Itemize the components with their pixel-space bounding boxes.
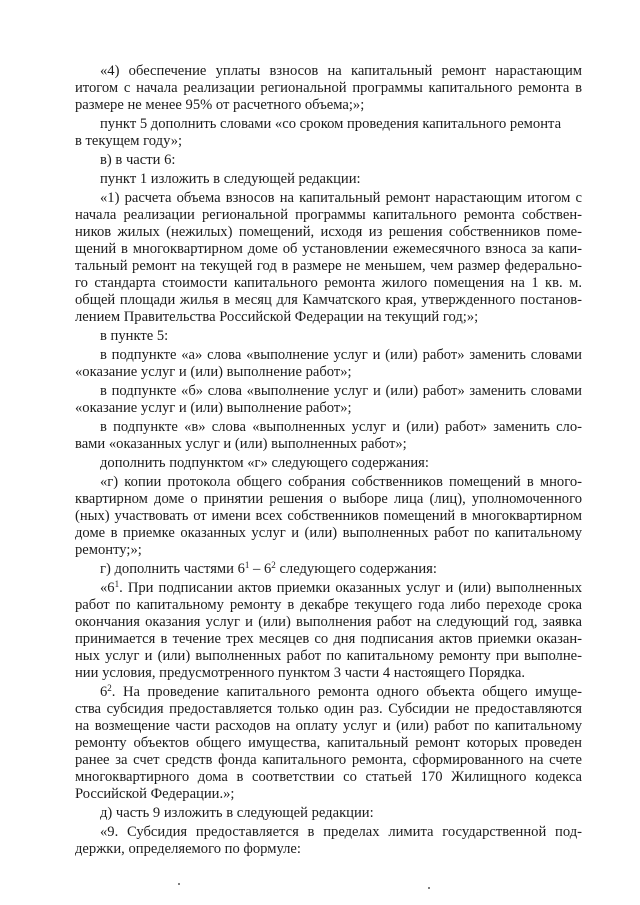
text-line: в подпункте «а» слова «выполнение услуг и (или) работ» заменить словами [100, 347, 582, 363]
text-line: го стандарта стоимости капитального ремонта жилого помещения на 1 кв. м. [75, 275, 582, 291]
superscript: 1 [244, 560, 250, 570]
text-line: держки, определяемого по формуле: [75, 841, 301, 857]
text-run: – 6 [249, 561, 272, 577]
text-line: доме в приемке оказанных услуг и (или) выполненных работ по капитальному [75, 525, 582, 541]
text-run: г) дополнить частями 6 [100, 561, 245, 577]
text-line: принимается в течение трех месяцев со дня подписания актов приемки оказан- [75, 631, 582, 647]
text-line: ных услуг и (или) выполненных работ по капитальному ремонту при выполне- [75, 648, 582, 664]
text-line: «оказание услуг и (или) выполнение работ»; [75, 364, 352, 380]
text-line: ников жилых (нежилых) помещений, исходя из решения собственников поме- [75, 224, 582, 240]
text-line: ремонту объектов общего имущества, капитальный ремонт которых проведен [75, 735, 582, 751]
text-line: ранее за счет средств фонда капитального ремонта, сформированного на счете [75, 752, 582, 768]
text-line: в текущем году»; [75, 133, 183, 149]
text-line: «1) расчета объема взносов на капитальный ремонт нарастающим итогом с [100, 190, 582, 206]
text-run: . На проведение капитального ремонта одного объекта общего имуще- [111, 684, 582, 700]
text-line: «9. Субсидия предоставляется в пределах лимита государственной под- [100, 824, 582, 840]
text-line: Российской Федерации.»; [75, 786, 235, 802]
text-line: многоквартирного дома в соответствии со статьей 170 Жилищного кодекса [75, 769, 582, 785]
text-line: дополнить подпунктом «г» следующего содержания: [100, 455, 429, 471]
text-run: . При подписании актов приемки оказанных услуг и (или) выполненных [119, 580, 582, 596]
text-line: квартирном доме о принятии решения о выборе лица (лиц), уполномоченного [75, 491, 582, 507]
text-line: вами «оказанных услуг и (или) выполненных работ»; [75, 436, 407, 452]
text-line: в подпункте «б» слова «выполнение услуг и (или) работ» заменить словами [100, 383, 582, 399]
text-line [100, 684, 582, 701]
text-line: «4) обеспечение уплаты взносов на капитальный ремонт нарастающим [100, 63, 582, 79]
text-line: размере не менее 95% от расчетного объема;»; [75, 97, 365, 113]
text-line: щений в многоквартирном доме об установлении ежемесячного взноса за капи- [75, 241, 582, 257]
text-line [100, 561, 437, 578]
text-run: 6 [100, 684, 108, 700]
text-line: «г) копии протокола общего собрания собственников помещений в много- [100, 474, 582, 490]
text-line: нии условия, предусмотренного пунктом 3 части 4 настоящего Порядка. [75, 665, 526, 681]
text-line [100, 580, 582, 597]
text-line: итогом с начала реализации региональной программы капитального ремонта в [75, 80, 582, 96]
text-line: (ных) участвовать от имени всех собственников помещений в многоквартирном [75, 508, 582, 524]
text-line: в подпункте «в» слова «выполненных услуг и (или) работ» заменить сло- [100, 419, 582, 435]
scan-speck [428, 887, 430, 889]
scan-speck [178, 883, 180, 885]
text-line: в пункте 5: [100, 328, 169, 344]
text-line: лением Правительства Российской Федерации на текущий год;»; [75, 309, 479, 325]
text-line: пункт 5 дополнить словами «со сроком проведения капитального ремонта [100, 116, 562, 132]
text-line: общей площади жилья в месяц для Камчатского края, утвержденного постанов- [75, 292, 582, 308]
text-line: работ по капитальному ремонту в декабре текущего года либо переходе срока [75, 597, 582, 613]
text-line: д) часть 9 изложить в следующей редакции: [100, 805, 374, 821]
text-line: на возмещение части расходов на оплату услуг и (или) работ по капитальному [75, 718, 582, 734]
superscript: 1 [114, 579, 120, 589]
text-line: ремонту;»; [75, 542, 142, 558]
text-run: «6 [100, 580, 115, 596]
superscript: 2 [107, 683, 112, 693]
text-line: пункт 1 изложить в следующей редакции: [100, 171, 361, 187]
text-line: в) в части 6: [100, 152, 176, 168]
superscript: 2 [271, 560, 276, 570]
text-line: окончания оказания услуг и (или) выполнения работ на следующий год, заявка [75, 614, 582, 630]
text-line: «оказание услуг и (или) выполнение работ»; [75, 400, 352, 416]
text-line: начала реализации региональной программы капитального ремонта собствен- [75, 207, 582, 223]
text-line: ства субсидия предоставляется только один раз. Субсидии не предоставляются [75, 701, 582, 717]
text-line: тальный ремонт на текущей год в размере не меньшем, чем размер федерально- [75, 258, 582, 274]
text-run: следующего содержания: [275, 561, 437, 577]
